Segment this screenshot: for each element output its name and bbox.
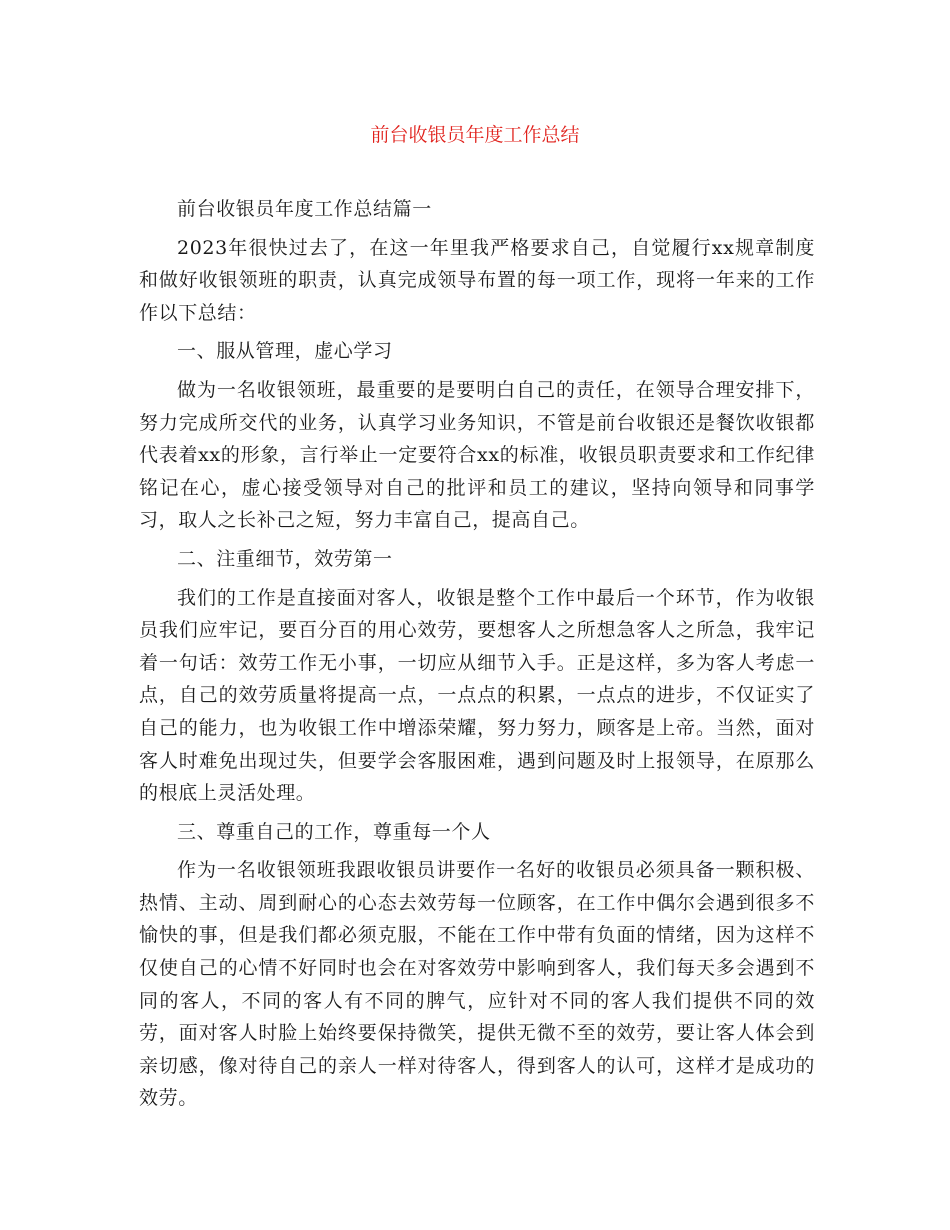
section-body-2: 我们的工作是直接面对客人，收银是整个工作中最后一个环节，作为收银员我们应牢记，要百分百的用心效劳，要想客人之所想急客人之所急，我牢记着一句话：效劳工作无小事，一切应从细节入手。正是这样，多为客人考虑一点，自己的效劳质量将提高一点，一点点的积累，一点点的进步，不仅证实了自己的能力，也为收银工作中增添荣耀，努力努力，顾客是上帝。当然，面对客人时难免出现过失，但要学会客服困难，遇到问题及时上报领导，在原那么的根底上灵活处理。 [139, 586, 815, 805]
document-title: 前台收银员年度工作总结 [370, 124, 580, 146]
intro-paragraph: 2023年很快过去了，在这一年里我严格要求自己，自觉履行xx规章制度和做好收银领班的职责，认真完成领导布置的每一项工作，现将一年来的工作作以下总结： [139, 236, 815, 324]
document-body [139, 193, 815, 1115]
section-heading-3: 三、尊重自己的工作，尊重每一个人 [177, 820, 491, 843]
section-subtitle: 前台收银员年度工作总结篇一 [177, 198, 432, 220]
section-heading-1: 一、服从管理，虚心学习 [177, 340, 393, 363]
section-body-1: 做为一名收银领班，最重要的是要明白自己的责任，在领导合理安排下，努力完成所交代的业务，认真学习业务知识，不管是前台收银还是餐饮收银都代表着xx的形象，言行举止一定要符合xx的标准，收银员职责要求和工作纪律铭记在心，虚心接受领导对自己的批评和员工的建议，坚持向领导和同事学习，取人之长补己之短，努力丰富自己，提高自己。 [139, 378, 815, 532]
section-body-3: 作为一名收银领班我跟收银员讲要作一名好的收银员必须具备一颗积极、热情、主动、周到耐心的心态去效劳每一位顾客，在工作中偶尔会遇到很多不愉快的事，但是我们都必须克服，不能在工作中带有负面的情绪，因为这样不仅使自己的心情不好同时也会在对客效劳中影响到客人，我们每天多会遇到不同的客人，不同的客人有不同的脾气，应针对不同的客人我们提供不同的效劳，面对客人时脸上始终要保持微笑，提供无微不至的效劳，要让客人体会到亲切感，像对待自己的亲人一样对待客人，得到客人的认可，这样才是成功的效劳。 [139, 859, 815, 1110]
section-heading-2: 二、注重细节，效劳第一 [177, 547, 393, 570]
